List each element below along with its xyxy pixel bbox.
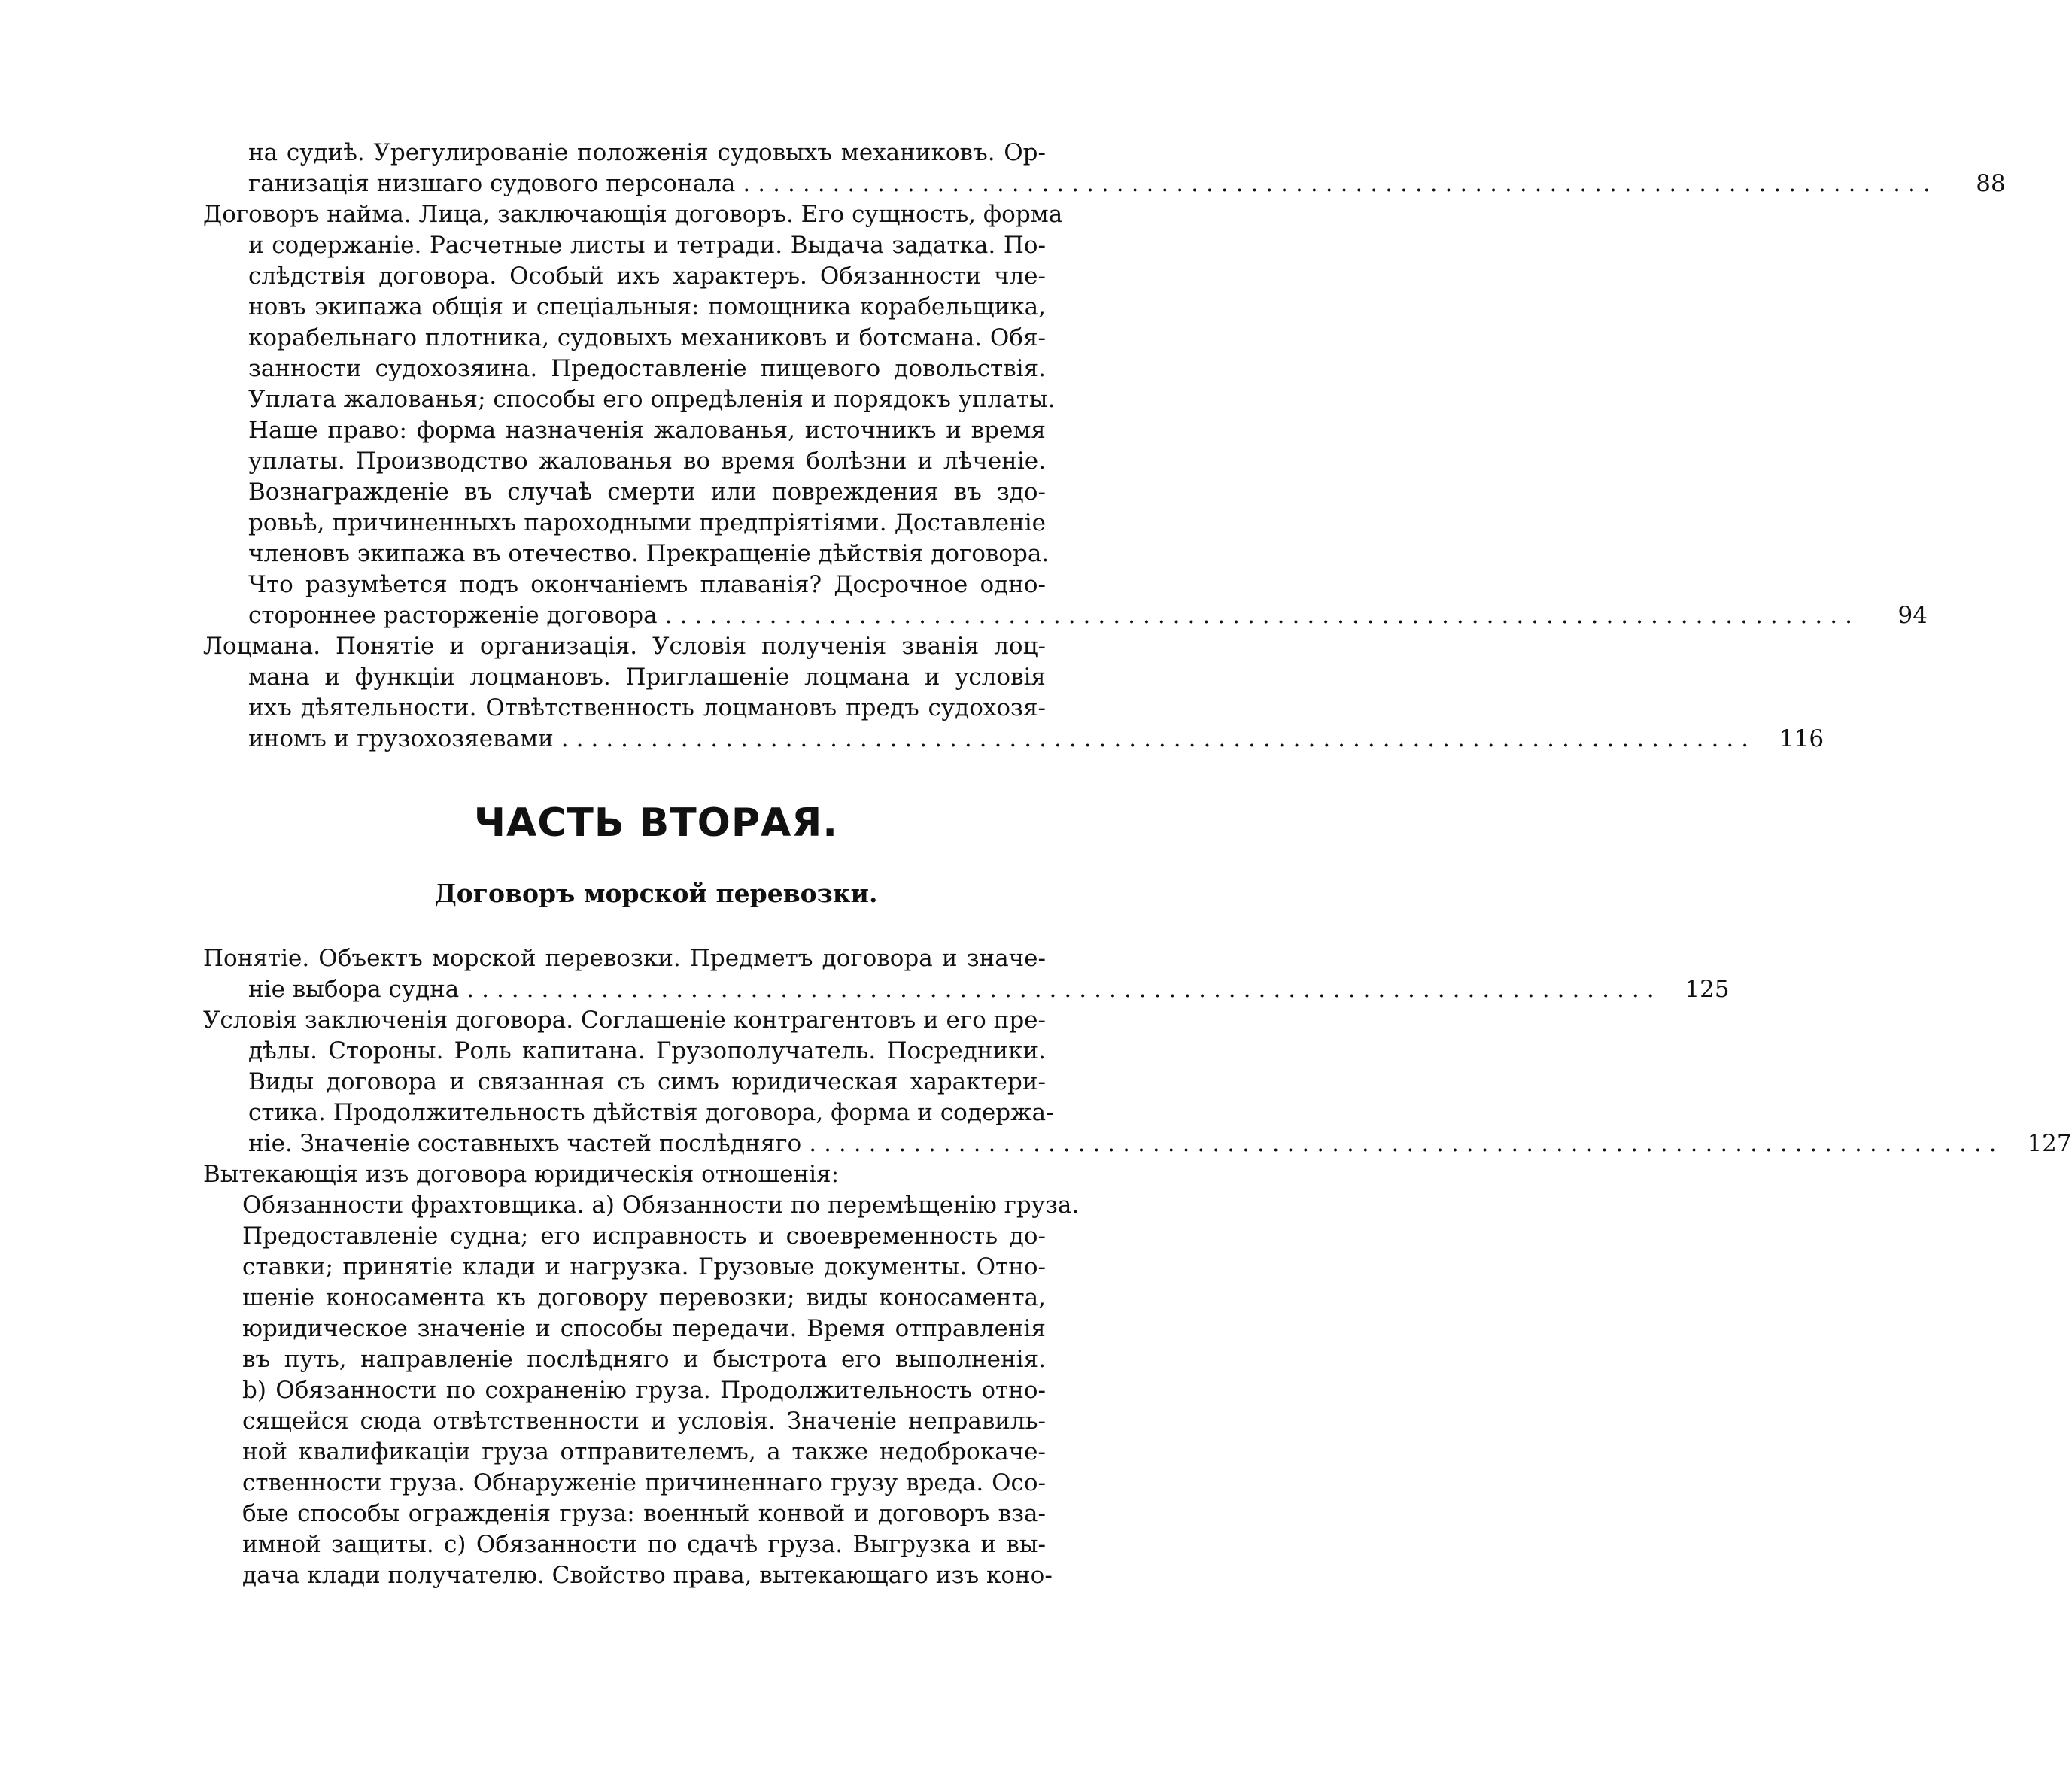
toc-line-text: Понятіе. Объектъ морской перевозки. Предметъ договора и значе- (203, 945, 1046, 972)
toc-line-text: ганизація низшаго судового персонала (248, 170, 736, 197)
toc-entry (203, 943, 1730, 1005)
toc-line (203, 1529, 1113, 1560)
toc-line (203, 539, 1113, 569)
toc-leader-dots: ................................................................................ (809, 1130, 2004, 1157)
toc-line-text: корабельнаго плотника, судовыхъ механиковъ и ботсмана. Обя- (248, 324, 1046, 351)
toc-line-text: Условія заключенія договора. Соглашеніе контрагентовъ и его пре- (203, 1007, 1046, 1034)
toc-line (203, 1283, 1113, 1314)
toc-line-text: стика. Продолжительность дѣйствія договора, форма и содержа- (248, 1099, 1054, 1126)
toc-line-text: Обязанности фрахтовщика. a) Обязанности по перемѣщенію груза. (242, 1192, 1080, 1219)
toc-line (203, 384, 1113, 415)
toc-line-text: мана и функціи лоцмановъ. Приглашеніе лоцмана и условія (248, 664, 1046, 691)
toc-line (203, 1560, 1113, 1591)
toc-line (203, 199, 1113, 230)
toc-line-text: слѣдствія договора. Особый ихъ характеръ. Обязанности чле- (248, 263, 1046, 290)
toc-line-text: Что разумѣется подъ окончаніемъ плаванія? Досрочное одно- (248, 571, 1046, 598)
toc-line-text: b) Обязанности по сохраненію груза. Продолжительность отно- (242, 1377, 1046, 1404)
toc-line-text: иномъ и грузохозяевами (248, 725, 554, 752)
toc-line (203, 1005, 1113, 1036)
toc-line-text: юридическое значеніе и способы передачи. Время отправленія (242, 1315, 1046, 1342)
toc-page-number: 127 (2027, 1130, 2072, 1157)
toc-line (203, 1159, 1113, 1190)
toc-line-text: ніе выбора судна (248, 976, 460, 1003)
toc-line (203, 1499, 1113, 1529)
toc-line (203, 1128, 2072, 1159)
toc-line-text: Вытекающія изъ договора юридическія отношенія: (203, 1161, 840, 1188)
toc-line (203, 292, 1113, 323)
toc-line (203, 446, 1113, 477)
toc-line-text: Вознагражденіе въ случаѣ смерти или повреждения въ здо- (248, 478, 1046, 506)
toc-line-text: на судиѣ. Урегулированіе положенія судовыхъ механиковъ. Ор- (248, 139, 1046, 166)
toc-line (203, 1067, 1113, 1098)
toc-line-text: занности судохозяина. Предоставленіе пищевого довольствія. (248, 355, 1046, 382)
toc-line-text: бые способы огражденія груза: военный конвой и договоръ вза- (242, 1500, 1046, 1527)
toc-page-number: 94 (1897, 602, 1928, 629)
toc-entry (203, 1190, 1113, 1591)
toc-entry (203, 1005, 2072, 1159)
toc-line-text: дача клади получателю. Свойство права, вытекающаго изъ коно- (242, 1562, 1053, 1589)
toc-line-text: ихъ дѣятельности. Отвѣтственность лоцмановъ предъ судохозя- (248, 694, 1046, 721)
toc-line-text: Лоцмана. Понятіе и организація. Условія полученія званія лоц- (203, 633, 1046, 660)
toc-line-text: новъ экипажа общія и спеціальныя: помощника корабельщика, (248, 293, 1046, 320)
toc-entry (203, 138, 2006, 199)
toc-line (203, 138, 1113, 169)
toc-entry (203, 1159, 1113, 1190)
toc-line (203, 1190, 1113, 1221)
toc-line (203, 1437, 1113, 1468)
toc-line-text: ставки; принятіе клади и нагрузка. Грузовые документы. Отно- (242, 1253, 1046, 1280)
toc-line (203, 1375, 1113, 1406)
toc-line (203, 1468, 1113, 1499)
toc-line-text: Договоръ найма. Лица, заключающія договоръ. Его сущность, форма (203, 201, 1063, 228)
toc-line-text: ственности груза. Обнаруженіе причиненнаго грузу вреда. Осо- (242, 1469, 1046, 1496)
toc-line-text: уплаты. Производство жалованья во время болѣзни и лѣченіе. (248, 448, 1046, 475)
toc-line-text: сящейся сюда отвѣтственности и условія. Значеніе неправиль- (242, 1408, 1046, 1435)
toc-line (203, 662, 1113, 693)
toc-line (203, 1221, 1113, 1252)
section-title: Договоръ морской перевозки. (434, 879, 878, 908)
toc-line (203, 1314, 1113, 1344)
toc-line (203, 477, 1113, 508)
part-title: ЧАСТЬ ВТОРАЯ. (473, 800, 839, 846)
toc-line-text: членовъ экипажа въ отечество. Прекращеніе дѣйствія договора. (248, 540, 1050, 567)
toc-line (203, 323, 1113, 354)
toc-line-text: въ путь, направленіе послѣдняго и быстрота его выполненія. (242, 1346, 1046, 1373)
toc-page-number: 88 (1976, 170, 2006, 197)
toc-line-text: дѣлы. Стороны. Роль капитана. Грузополучатель. Посредники. (248, 1037, 1046, 1065)
toc-line-text: ровьѣ, причиненныхъ пароходными предпріятіями. Доставленіе (248, 509, 1046, 536)
toc-entry (203, 199, 1928, 631)
toc-line-text: ніе. Значеніе составныхъ частей послѣдняго (248, 1130, 802, 1157)
toc-leader-dots: ................................................................................ (664, 602, 1860, 629)
toc-line (203, 1344, 1113, 1375)
toc-line (203, 974, 1730, 1005)
toc-line (203, 1252, 1113, 1283)
toc-line-text: Наше право: форма назначенія жалованья, источникъ и время (248, 417, 1046, 444)
toc-page-number: 125 (1685, 976, 1730, 1003)
toc-entry (203, 631, 1824, 755)
toc-line (203, 415, 1113, 446)
toc-line-text: ной квалификаціи груза отправителемъ, а также недоброкаче- (242, 1438, 1046, 1465)
toc-line-text: и содержаніе. Расчетные листы и тетради. Выдача задатка. По- (248, 232, 1046, 259)
toc-line (203, 569, 1113, 600)
toc-line-text: стороннее расторженіе договора (248, 602, 658, 629)
toc-line-text: Виды договора и связанная съ симъ юридическая характери- (248, 1068, 1046, 1095)
toc-line (203, 1098, 1113, 1128)
toc-line-text: имной защиты. c) Обязанности по сдачѣ груза. Выгрузка и вы- (242, 1531, 1046, 1558)
toc-line (203, 943, 1113, 974)
toc-leader-dots: ................................................................................ (561, 725, 1757, 752)
toc-line (203, 508, 1113, 539)
toc-leader-dots: ................................................................................ (743, 170, 1938, 197)
toc-line (203, 1406, 1113, 1437)
toc-line-text: Уплата жалованья; способы его опредѣленія и порядокъ уплаты. (248, 386, 1056, 413)
toc-line (203, 600, 1928, 631)
toc-leader-dots: ................................................................................ (466, 976, 1662, 1003)
toc-line (203, 169, 2006, 199)
toc-line (203, 631, 1113, 662)
toc-line (203, 724, 1824, 755)
toc-line-text: шеніе коносамента къ договору перевозки; виды коносамента, (242, 1284, 1046, 1311)
toc-line (203, 1036, 1113, 1067)
toc-line (203, 261, 1113, 292)
toc-line-text: Предоставленіе судна; его исправность и своевременность до- (242, 1223, 1046, 1250)
toc-line (203, 230, 1113, 261)
toc-page-number: 116 (1779, 725, 1824, 752)
toc-line (203, 693, 1113, 724)
toc-line (203, 354, 1113, 384)
